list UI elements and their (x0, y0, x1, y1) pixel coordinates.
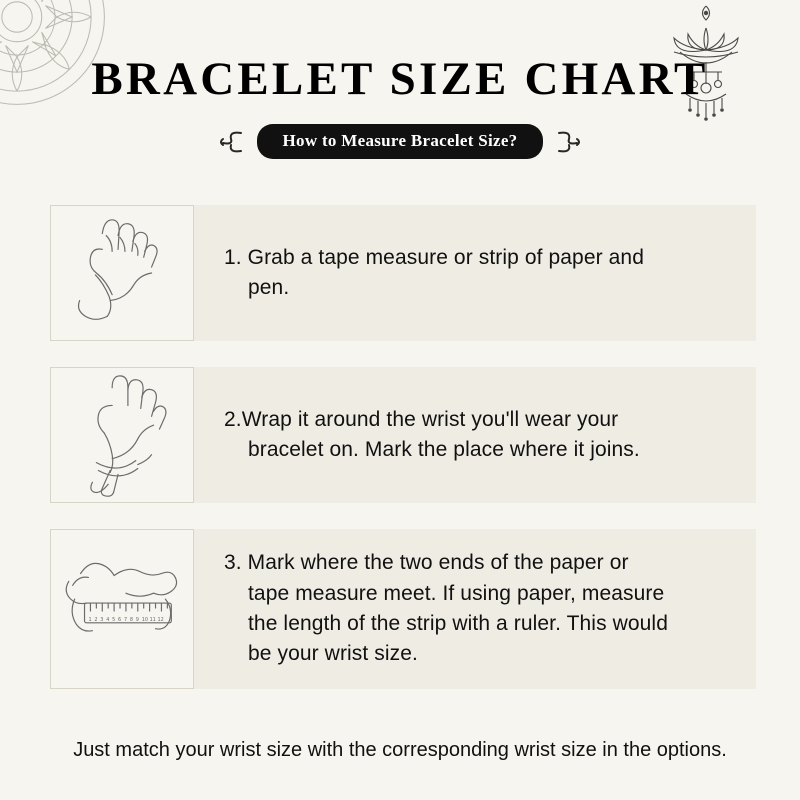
page-title: BRACELET SIZE CHART (91, 53, 709, 105)
step-band (50, 529, 756, 689)
step-3-line-3: the length of the strip with a ruler. This would (248, 612, 668, 635)
wrist-wrapped-with-tape-icon (50, 367, 194, 503)
svg-text:1: 1 (88, 616, 92, 623)
svg-text:2: 2 (94, 616, 98, 623)
svg-text:7: 7 (123, 616, 128, 623)
svg-text:11: 11 (149, 616, 156, 623)
step-3-line-2: tape measure meet. If using paper, measure (248, 581, 665, 605)
step-band (50, 205, 756, 341)
list-item (0, 529, 800, 689)
step-3-line-1: 3. Mark where the two ends of the paper or (224, 551, 629, 575)
steps-list (0, 205, 800, 715)
svg-text:12: 12 (157, 616, 164, 623)
svg-text:3: 3 (100, 616, 104, 623)
step-2-line-2: bracelet on. Mark the place where it joins. (248, 438, 640, 461)
subtitle-row (0, 124, 800, 159)
svg-text:5: 5 (112, 616, 116, 623)
step-text (194, 399, 648, 472)
step-2-line-1: 2.Wrap it around the wrist you'll wear your (224, 407, 619, 431)
svg-text:4: 4 (106, 616, 110, 623)
flourish-icon (217, 129, 245, 155)
step-1-line-1: 1. Grab a tape measure or strip of paper and (224, 245, 644, 269)
step-band (50, 367, 756, 503)
svg-text:10: 10 (141, 616, 148, 623)
step-text (194, 237, 652, 310)
svg-text:8: 8 (129, 616, 134, 623)
flourish-icon (555, 129, 583, 155)
step-text (194, 542, 676, 676)
step-1-line-2: pen. (248, 276, 290, 299)
list-item (0, 367, 800, 503)
subtitle-pill: How to Measure Bracelet Size? (257, 124, 544, 159)
svg-text:9: 9 (135, 616, 139, 623)
hand-with-tape-measure-icon (50, 205, 194, 341)
step-3-line-4: be your wrist size. (248, 642, 418, 666)
footer-note: Just match your wrist size with the corresponding wrist size in the options. (73, 739, 727, 761)
ruler-measuring-strip-icon (50, 529, 194, 689)
svg-text:6: 6 (118, 616, 122, 623)
list-item (0, 205, 800, 341)
